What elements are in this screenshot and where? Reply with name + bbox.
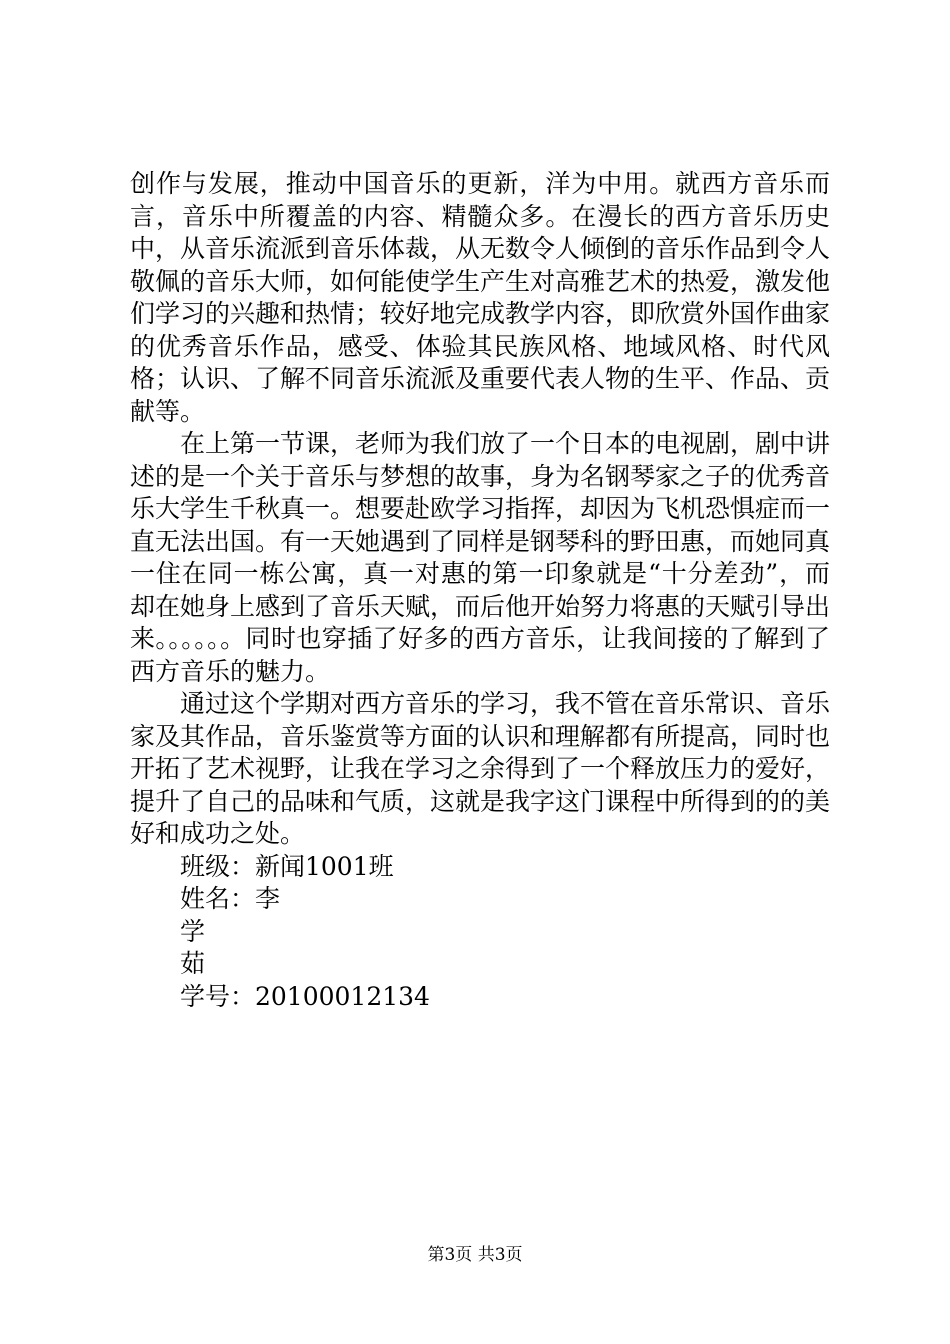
class-line: 班级：新闻1001班 bbox=[180, 851, 394, 881]
name-char-1: 学 bbox=[180, 916, 206, 946]
name-line: 姓名：李 bbox=[180, 884, 281, 913]
student-id-line: 学号：20100012134 bbox=[180, 981, 430, 1011]
page-footer: 第3页 共3页 bbox=[427, 1245, 523, 1265]
student-info bbox=[130, 851, 830, 1014]
paragraph-2: 在上第一节课，老师为我们放了一个日本的电视剧，剧中讲述的是一个关于音乐与梦想的故事，身为名钢琴家之子的优秀音乐大学生千秋真一。想要赴欧学习指挥，却因为飞机恐惧症而一直无法出国。有一天她遇到了同样是钢琴科的野田惠，而她同真一住在同一栋公寓，真一对惠的第一印象就是“十分差劲”，而却在她身上感到了音乐天赋，而后他开始努力将惠的天赋引导出来。。。。。。同时也穿插了好多的西方音乐，让我间接的了解到了西方音乐的魅力。 bbox=[130, 429, 831, 686]
paragraph-3: 通过这个学期对西方音乐的学习，我不管在音乐常识、音乐家及其作品，音乐鉴赏等方面的认识和理解都有所提高，同时也开拓了艺术视野，让我在学习之余得到了一个释放压力的爱好，提升了自己的品味和气质，这就是我字这门课程中所得到的的美好和成功之处。 bbox=[130, 689, 831, 848]
document-body bbox=[130, 168, 830, 1013]
paragraph-1: 创作与发展，推动中国音乐的更新，洋为中用。就西方音乐而言，音乐中所覆盖的内容、精髓众多。在漫长的西方音乐历史中，从音乐流派到音乐体裁，从无数令人倾倒的音乐作品到令人敬佩的音乐大师，如何能使学生产生对高雅艺术的热爱，激发他们学习的兴趣和热情；较好地完成教学内容，即欣赏外国作曲家的优秀音乐作品，感受、体验其民族风格、地域风格、时代风格；认识、了解不同音乐流派及重要代表人物的生平、作品、贡献等。 bbox=[130, 169, 831, 426]
name-char-2: 茹 bbox=[180, 949, 206, 978]
